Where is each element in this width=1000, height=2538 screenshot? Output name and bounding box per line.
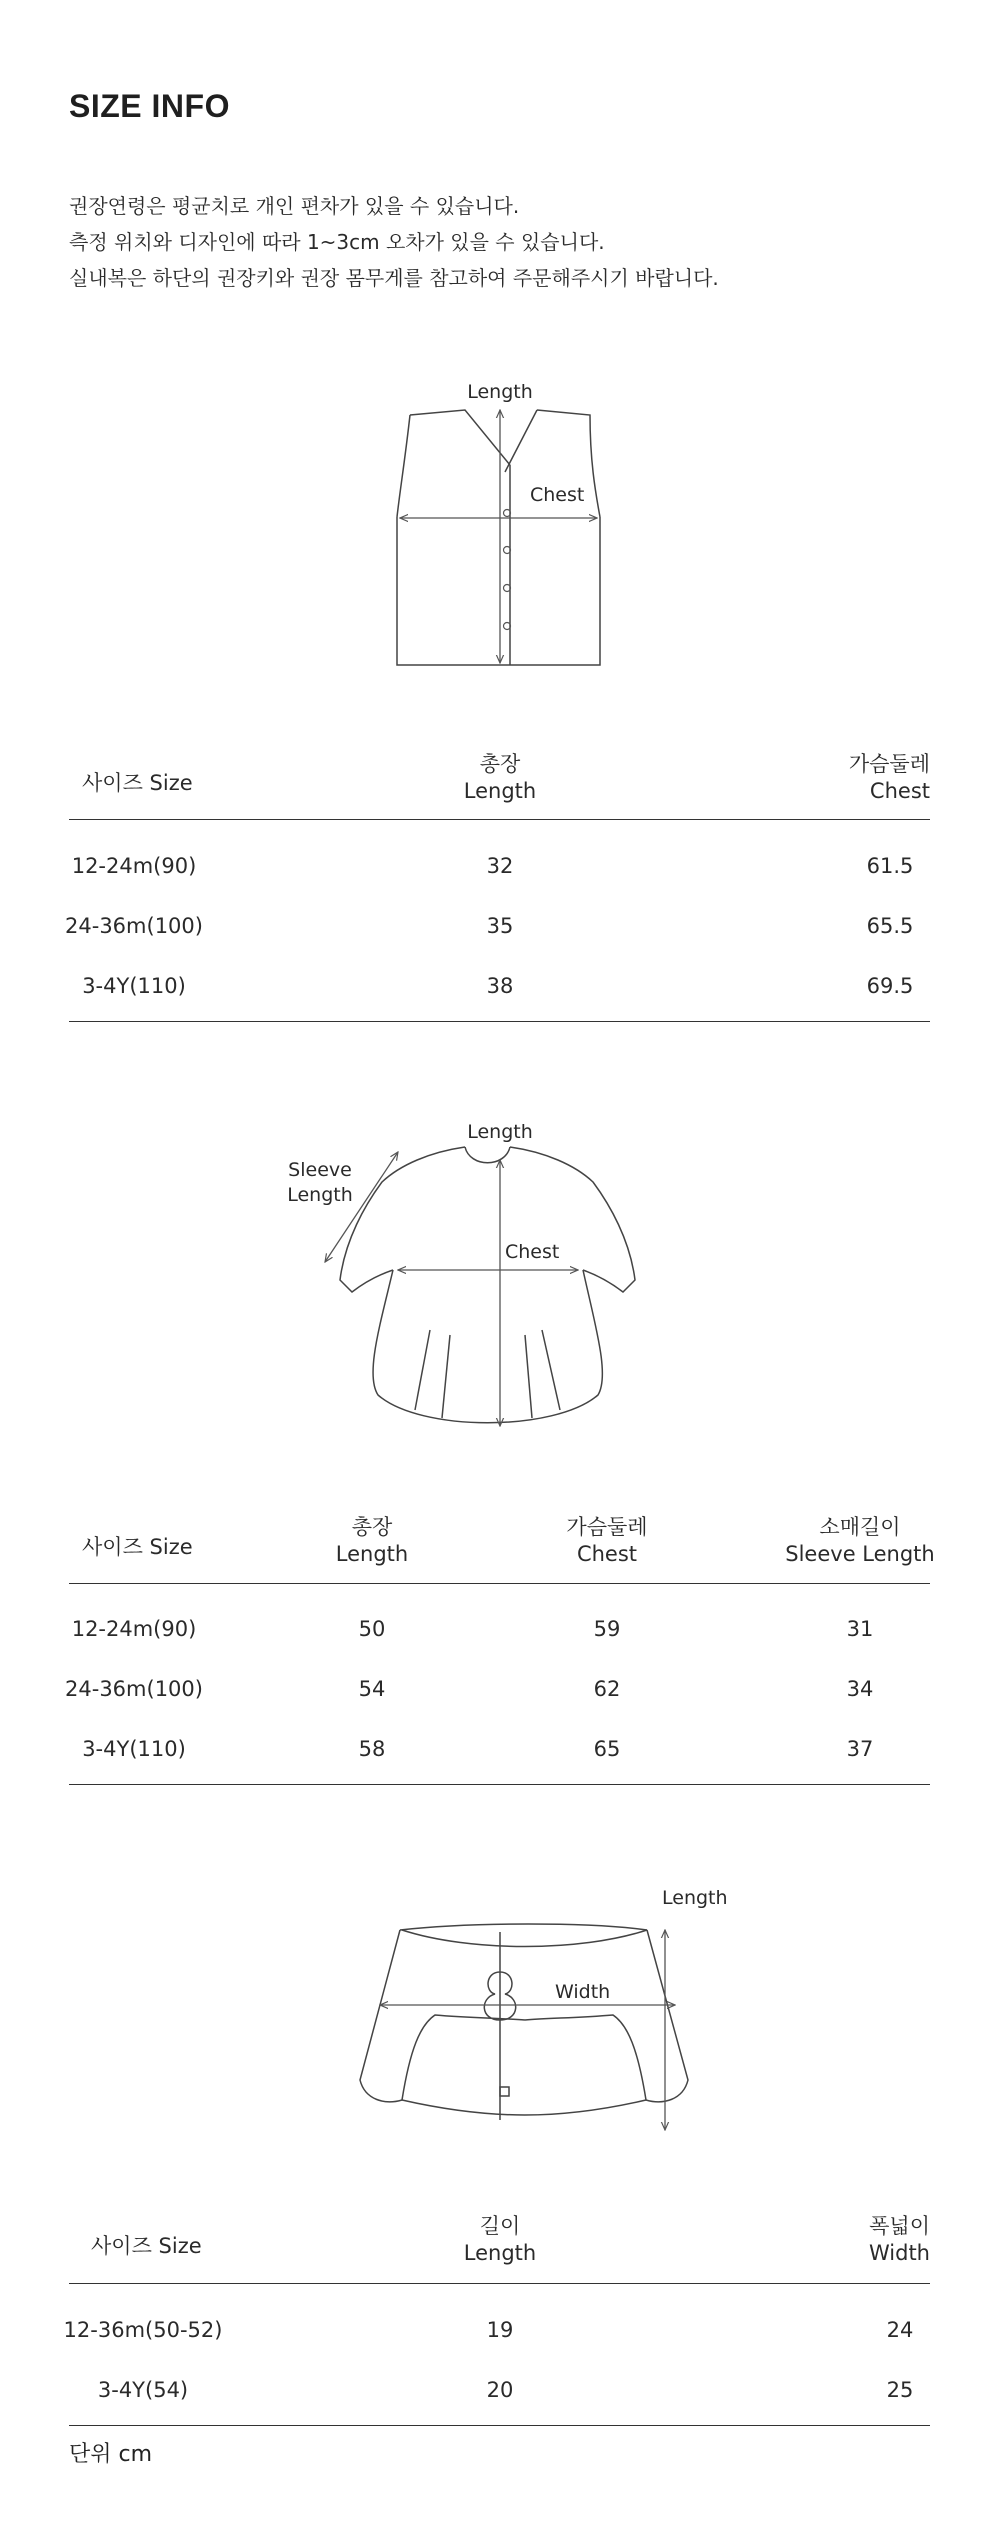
table-cell: 12-24m(90) xyxy=(71,854,197,878)
table-cell: 25 xyxy=(886,2378,914,2402)
table-cell: 12-24m(90) xyxy=(71,1617,197,1641)
bloomer-header-size: 사이즈 Size xyxy=(91,2234,202,2258)
table-cell: 58 xyxy=(358,1737,386,1761)
bloomer-header-length: 길이 Length xyxy=(463,2214,537,2265)
note-line: 권장연령은 평균치로 개인 편차가 있을 수 있습니다. xyxy=(69,194,520,218)
bloomer-width-label: Width xyxy=(555,1981,611,2003)
table-header-rule xyxy=(69,819,930,820)
table-cell: 32 xyxy=(486,854,514,878)
bloomer-length-label: Length xyxy=(662,1887,728,1909)
dress-header-sleeve: 소매길이 Sleeve Length xyxy=(785,1515,935,1566)
dress-chest-label: Chest xyxy=(505,1241,560,1263)
table-cell: 20 xyxy=(486,2378,514,2402)
size-notes xyxy=(69,188,719,296)
table-cell: 65.5 xyxy=(866,914,914,938)
dress-header-size: 사이즈 Size xyxy=(82,1535,193,1559)
table-bottom-rule xyxy=(69,2425,930,2426)
vest-diagram-icon xyxy=(380,370,620,680)
table-bottom-rule xyxy=(69,1021,930,1022)
vest-header-size: 사이즈 Size xyxy=(82,771,193,795)
unit-label: 단위 cm xyxy=(69,2442,153,2467)
table-cell: 69.5 xyxy=(866,974,914,998)
table-cell: 19 xyxy=(486,2318,514,2342)
table-cell: 35 xyxy=(486,914,514,938)
table-cell: 24-36m(100) xyxy=(65,914,203,938)
vest-length-label: Length xyxy=(467,381,533,403)
table-cell: 50 xyxy=(358,1617,386,1641)
table-cell: 37 xyxy=(846,1737,874,1761)
dress-sleeve-label: Sleeve xyxy=(288,1159,352,1181)
bloomer-diagram-icon xyxy=(350,1880,728,2140)
table-header-rule xyxy=(69,2283,930,2284)
table-cell: 3-4Y(54) xyxy=(97,2378,189,2402)
note-line: 측정 위치와 디자인에 따라 1~3cm 오차가 있을 수 있습니다. xyxy=(69,230,605,254)
table-cell: 61.5 xyxy=(866,854,914,878)
table-cell: 54 xyxy=(358,1677,386,1701)
table-cell: 3-4Y(110) xyxy=(82,974,186,998)
note-line: 실내복은 하단의 권장키와 권장 몸무게를 참고하여 주문해주시기 바랍니다. xyxy=(69,266,719,290)
table-cell: 3-4Y(110) xyxy=(82,1737,186,1761)
vest-chest-label: Chest xyxy=(530,484,585,506)
bloomer-header-width: 폭넓이 Width xyxy=(868,2214,930,2265)
vest-header-chest: 가슴둘레 Chest xyxy=(848,752,930,803)
table-cell: 12-36m(50-52) xyxy=(63,2318,223,2342)
table-cell: 31 xyxy=(846,1617,874,1641)
table-bottom-rule xyxy=(69,1784,930,1785)
table-header-rule xyxy=(69,1583,930,1584)
dress-diagram-icon xyxy=(280,1110,680,1440)
dress-header-length: 총장 Length xyxy=(335,1515,409,1566)
table-cell: 62 xyxy=(593,1677,621,1701)
dress-sleeve-label-2: Length xyxy=(287,1184,353,1206)
table-cell: 24 xyxy=(886,2318,914,2342)
table-cell: 38 xyxy=(486,974,514,998)
table-cell: 59 xyxy=(593,1617,621,1641)
vest-header-length: 총장 Length xyxy=(463,752,537,803)
dress-length-label: Length xyxy=(467,1121,533,1143)
table-cell: 34 xyxy=(846,1677,874,1701)
dress-header-chest: 가슴둘레 Chest xyxy=(566,1515,648,1566)
table-cell: 24-36m(100) xyxy=(65,1677,203,1701)
table-cell: 65 xyxy=(593,1737,621,1761)
page-title: SIZE INFO xyxy=(69,88,230,124)
